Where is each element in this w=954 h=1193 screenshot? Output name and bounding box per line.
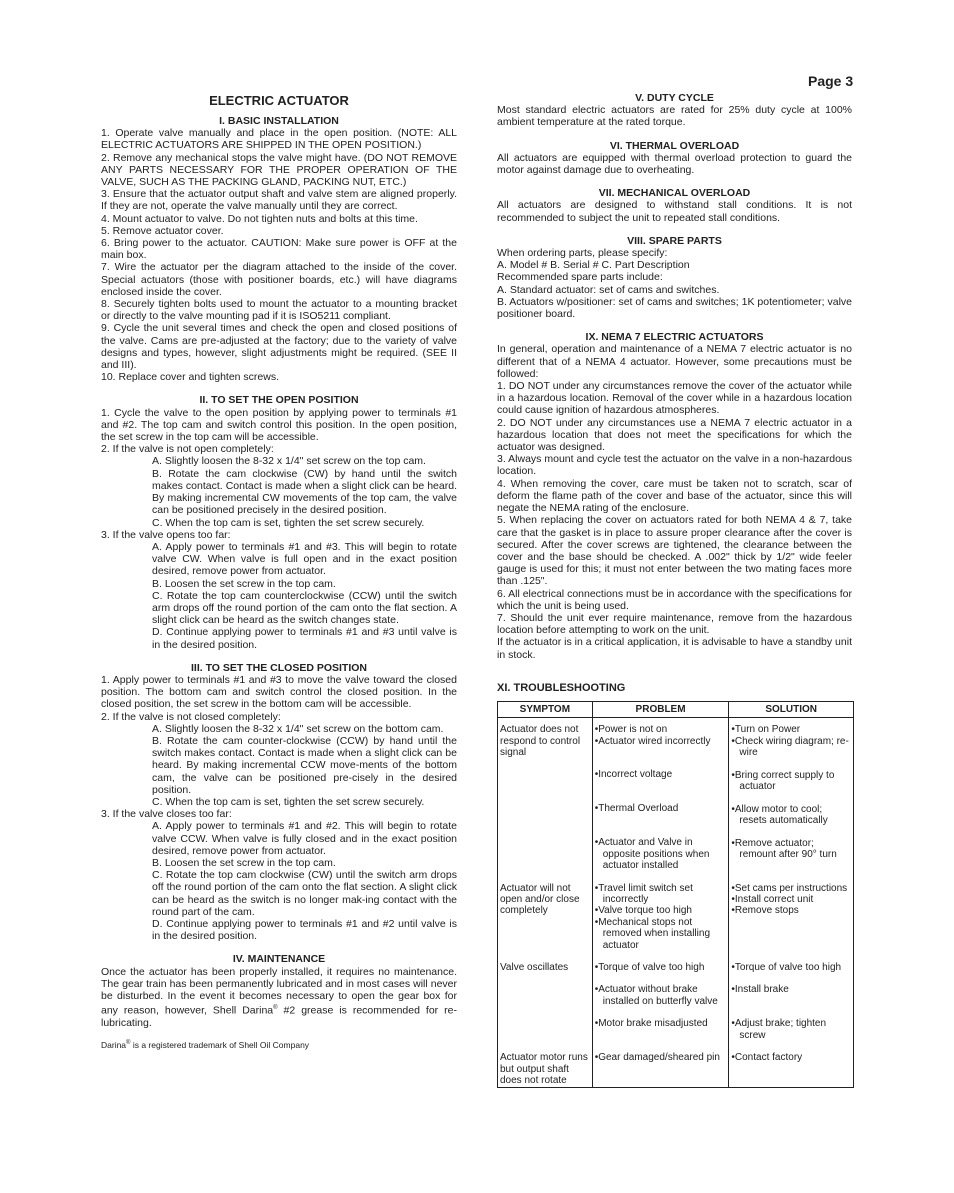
document-title: ELECTRIC ACTUATOR	[209, 93, 349, 108]
problem-item: •Power is not on	[594, 724, 668, 736]
problem-block	[595, 984, 727, 1007]
solution-block	[731, 962, 851, 973]
paragraph: Most standard electric actuators are rated for 25% duty cycle at 100% ambient temperature at the rated torque.	[497, 104, 852, 129]
sub-step: B. Loosen the set screw in the top cam.	[152, 856, 336, 869]
list-item: If the actuator is in a critical application, it is advisable to have a standby unit in stock.	[497, 636, 852, 661]
list-item: 10. Replace cover and tighten screws.	[101, 371, 280, 384]
symptom-text: Actuator does not respond to control signal	[500, 724, 581, 759]
section-heading-nema7: IX. NEMA 7 ELECTRIC ACTUATORS	[585, 331, 764, 344]
solution-item: •Contact factory	[731, 1052, 803, 1064]
symptom-text: Actuator motor runs but output shaft does not rotate	[500, 1052, 588, 1087]
sub-step: A. Slightly loosen the 8-32 x 1/4" set screw on the top cam.	[152, 455, 426, 468]
problem-item: •Actuator wired incorrectly	[594, 735, 711, 747]
problem-cell	[592, 718, 729, 883]
sub-step: A. Apply power to terminals #1 and #3. This will begin to rotate valve CW. When valve is full open and in the exact position desired, remove power from actuator.	[152, 540, 457, 578]
trademark-footnote: Darina® is a registered trademark of Shell Oil Company	[101, 1039, 310, 1050]
maintenance-paragraph: Once the actuator has been properly installed, it requires no maintenance. The gear train has been permanently lubricated and in most cases will never be disturbed. In the event it becomes necessary to open the gear box for any reason, however, Shell Darina® #2 grease is recommended for re-lubricating.	[101, 965, 457, 1029]
solution-block	[731, 804, 851, 827]
list-item: When ordering parts, please specify:	[497, 247, 668, 260]
sub-step: B. Loosen the set screw in the top cam.	[152, 577, 336, 590]
list-item: 5. When replacing the cover on actuators rated for both NEMA 4 & 7, take care that the gasket is in place to assure proper clearance after the cover is secured. After the cover screws are tightened, the clearance between the cover and the base should be checked. A .002" thick by 1/2" wide feeler gauge is used for this; it must not enter between the two mating faces more than .125".	[497, 514, 852, 588]
right-column	[497, 92, 852, 1088]
list-item: 3. Always mount and cycle test the actuator on the valve in a non-hazardous location.	[497, 453, 852, 478]
problem-block	[595, 803, 727, 826]
section-heading-open-position: II. TO SET THE OPEN POSITION	[199, 394, 359, 407]
problem-cell	[592, 1052, 729, 1087]
symptom-cell	[498, 718, 593, 883]
solution-cell	[729, 718, 854, 883]
solution-block	[731, 838, 851, 872]
sub-step: D. Continue applying power to terminals #1 and #3 until valve is in the desired position.	[152, 626, 457, 651]
list-item: 4. Mount actuator to valve. Do not tighten nuts and bolts at this time.	[101, 212, 418, 225]
list-item: 7. Wire the actuator per the diagram attached to the inside of the cover. Special actuators (those with positioner boards, etc.) will have diagrams enclosed inside the cover.	[101, 261, 457, 298]
list-item: 1. Operate valve manually and place in the open position. (NOTE: ALL ELECTRIC ACTUATORS ARE SHIPPED IN THE OPEN POSITION.)	[101, 127, 457, 152]
list-item: 3. Ensure that the actuator output shaft and valve stem are aligned properly. If they are not, operate the valve manually until they are correct.	[101, 188, 457, 213]
list-item: In general, operation and maintenance of a NEMA 7 electric actuator is no different that of a NEMA 4 actuator. However, some precautions must be followed:	[497, 343, 852, 380]
sub-step: A. Slightly loosen the 8-32 x 1/4" set screw on the bottom cam.	[152, 722, 444, 735]
paragraph: 3. If the valve opens too far:	[101, 528, 231, 541]
list-item: Recommended spare parts include:	[497, 271, 663, 284]
solution-item: •Torque of valve too high	[731, 962, 842, 973]
solution-item: •Install brake	[731, 984, 789, 996]
problem-item: •Mechanical stops not removed when installing actuator	[594, 916, 710, 951]
sub-step: C. Rotate the top cam counterclockwise (CCW) until the switch arm drops off the round portion of the cam onto the flat section. A slight click can be heard as the switch changes state.	[152, 589, 457, 627]
problem-item: •Torque of valve too high	[594, 962, 705, 973]
list-item: A. Standard actuator: set of cams and switches.	[497, 283, 720, 296]
problem-item: •Valve torque too high	[594, 905, 692, 917]
solution-cell	[729, 1052, 854, 1087]
paragraph: 2. If the valve is not closed completely:	[101, 710, 281, 723]
section-heading-spare-parts: VIII. SPARE PARTS	[627, 234, 722, 247]
solution-item: •Adjust brake; tighten screw	[731, 1018, 827, 1041]
symptom-cell	[498, 962, 593, 1052]
solution-item: •Check wiring diagram; re-wire	[731, 735, 849, 759]
solution-cell	[729, 883, 854, 962]
problem-item: •Actuator without brake installed on butterfly valve	[594, 984, 718, 1007]
sub-step: C. When the top cam is set, tighten the set screw securely.	[152, 516, 425, 529]
column-header-problem: PROBLEM	[592, 701, 729, 717]
column-header-symptom: SYMPTOM	[498, 701, 593, 717]
list-item: 2. Remove any mechanical stops the valve might have. (DO NOT REMOVE ANY PARTS NECESSARY FOR THE PROPER OPERATION OF THE VALVE, SUCH AS THE PACKING GLAND, PACKING NUT, ETC.)	[101, 151, 457, 189]
solution-block	[731, 724, 851, 758]
list-item: 6. Bring power to the actuator. CAUTION: Make sure power is OFF at the main box.	[101, 237, 457, 262]
sub-step: A. Apply power to terminals #1 and #2. This will begin to rotate valve CCW. When valve is fully closed and in the exact position desired, remove power from actuator.	[152, 820, 457, 857]
table-row	[498, 718, 854, 883]
problem-item: •Motor brake misadjusted	[594, 1018, 708, 1030]
problem-block	[595, 962, 727, 973]
page-number: Page 3	[808, 73, 854, 89]
solution-item: •Install correct unit	[731, 893, 814, 905]
solution-item: •Remove actuator; remount after 90° turn	[731, 837, 837, 860]
section-heading-mechanical-overload: VII. MECHANICAL OVERLOAD	[598, 187, 751, 200]
list-item: 6. All electrical connections must be in accordance with the specifications for which the unit is being used.	[497, 587, 852, 612]
problem-block	[595, 724, 727, 758]
solution-item: •Set cams per instructions	[731, 882, 848, 894]
paragraph: 3. If the valve closes too far:	[101, 808, 232, 821]
solution-item: •Allow motor to cool; resets automatically	[731, 803, 828, 826]
sub-step: C. When the top cam is set, tighten the set screw securely.	[152, 795, 425, 808]
list-item: A. Model # B. Serial # C. Part Description	[497, 259, 690, 272]
section-heading-duty-cycle: V. DUTY CYCLE	[635, 92, 714, 104]
paragraph: All actuators are equipped with thermal overload protection to guard the motor against damage due to overheating.	[497, 151, 852, 177]
problem-item: •Gear damaged/sheared pin	[594, 1052, 720, 1064]
problem-block	[595, 883, 727, 951]
problem-cell	[592, 962, 729, 1052]
paragraph: 1. Apply power to terminals #1 and #3 to move the valve toward the closed position. The bottom cam and switch control the closed position. In the closed position, the set screw in the bottom cam will be accessible.	[101, 673, 457, 711]
list-item: B. Actuators w/positioner: set of cams and switches; 1K potentiometer; valve positioner board.	[497, 295, 852, 321]
table-row	[498, 1052, 854, 1087]
solution-block	[731, 1018, 851, 1041]
solution-item: •Turn on Power	[731, 724, 801, 736]
solution-item: •Bring correct supply to actuator	[731, 769, 835, 792]
paragraph: 1. Cycle the valve to the open position by applying power to terminals #1 and #2. The top cam and switch control this position. In the open position, the set screw in the top cam will be accessible.	[101, 406, 457, 444]
paragraph: All actuators are designed to withstand stall conditions. It is not recommended to subject the unit to repeated stall conditions.	[497, 199, 852, 224]
list-item: 8. Securely tighten bolts used to mount the actuator to a mounting bracket or directly to the valve mounting pad if it is ISO5211 compliant.	[101, 298, 457, 323]
column-header-solution: SOLUTION	[729, 701, 854, 717]
section-heading-closed-position: III. TO SET THE CLOSED POSITION	[191, 661, 367, 674]
list-item: 5. Remove actuator cover.	[101, 224, 224, 237]
problem-block	[595, 837, 727, 871]
troubleshooting-table	[497, 701, 854, 1088]
problem-block	[595, 1052, 727, 1063]
list-item: 9. Cycle the unit several times and check the open and closed positions of the valve. Cams are pre-adjusted at the factory; due to the variety of valve designs and types, however, slight adjustments might be required. (SEE II and III).	[101, 322, 457, 372]
problem-cell	[592, 883, 729, 962]
problem-item: •Travel limit switch set incorrectly	[594, 882, 693, 905]
problem-item: •Incorrect voltage	[594, 769, 673, 781]
solution-block	[731, 984, 851, 1007]
section-heading-troubleshooting: XI. TROUBLESHOOTING	[497, 681, 626, 694]
list-item: 2. DO NOT under any circumstances use a NEMA 7 electric actuator in a hazardous location that does not meet the specifications for which the actuator was designed.	[497, 416, 852, 454]
section-heading-thermal-overload: VI. THERMAL OVERLOAD	[609, 139, 740, 152]
list-item: 4. When removing the cover, care must be taken not to scratch, scar of deform the flame path of the cover and base of the actuator, since this will negate the NEMA rating of the enclosure.	[497, 477, 852, 515]
symptom-text: Valve oscillates	[500, 962, 569, 973]
symptom-text: Actuator will not open and/or close completely	[500, 882, 580, 917]
section-heading-basic-installation: I. BASIC INSTALLATION	[219, 115, 339, 127]
paragraph: 2. If the valve is not open completely:	[101, 443, 274, 456]
solution-block	[731, 883, 851, 951]
solution-block	[731, 1052, 851, 1063]
symptom-cell	[498, 1052, 593, 1087]
list-item: 1. DO NOT under any circumstances remove the cover of the actuator while in a hazardous location. Removal of the cover while in a hazardous location could cause ignition of hazardous atmospheres.	[497, 380, 852, 417]
solution-item: •Remove stops	[731, 905, 799, 917]
solution-cell	[729, 962, 854, 1052]
basic-installation-list	[101, 127, 457, 383]
sub-step: B. Rotate the cam counter-clockwise (CCW) by hand until the switch makes contact. Contact is made when a slight click can be heard. By making incremental CCW move-ments of the bottom cam, the valve can be positioned pre-cisely in the desired position.	[152, 734, 457, 796]
section-heading-maintenance: IV. MAINTENANCE	[232, 953, 326, 966]
left-column	[101, 92, 457, 1051]
problem-item: •Thermal Overload	[594, 803, 679, 815]
list-item: 7. Should the unit ever require maintenance, remove from the hazardous location before attempting to work on the unit.	[497, 611, 852, 637]
symptom-cell	[498, 883, 593, 962]
solution-block	[731, 770, 851, 793]
problem-block	[595, 769, 727, 792]
sub-step: B. Rotate the cam clockwise (CW) by hand until the switch makes contact. Contact is made when a slight click can be heard. By making incremental CW movements of the top cam, the valve can be positioned precisely in the desired position.	[152, 467, 457, 517]
sub-step: D. Continue applying power to terminals #1 and #2 until valve is in the desired position.	[152, 918, 457, 943]
sub-step: C. Rotate the top cam clockwise (CW) until the switch arm drops off the round portion of the cam onto the flat section. A slight click can be heard as the switch is no longer mak-ing contact with the round part of the cam.	[152, 869, 457, 918]
problem-item: •Actuator and Valve in opposite positions when actuator installed	[594, 837, 710, 872]
problem-block	[595, 1018, 727, 1041]
table-row	[498, 962, 854, 1052]
table-row	[498, 883, 854, 962]
